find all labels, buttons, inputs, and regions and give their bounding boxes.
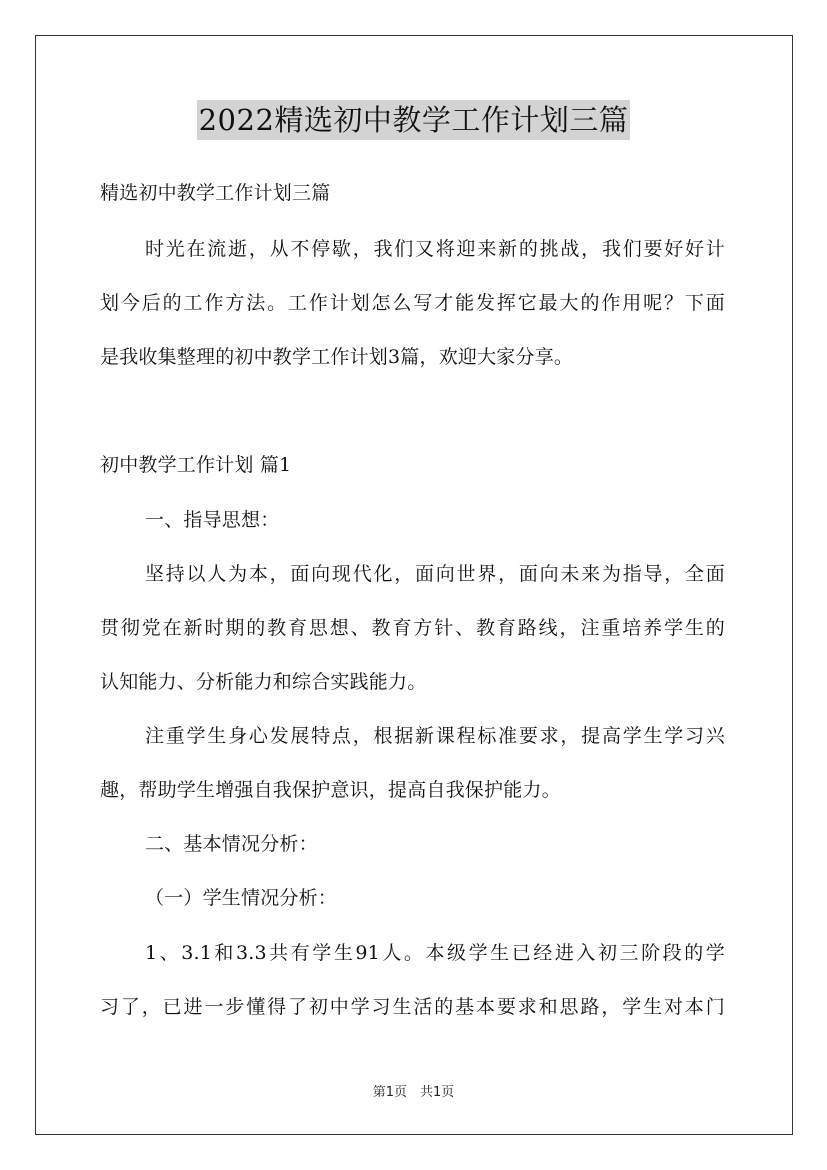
title-container bbox=[0, 100, 827, 140]
guiding-para2-line-2: 趣，帮助学生增强自我保护意识，提高自我保护能力。 bbox=[100, 779, 561, 801]
document-subtitle: 精选初中教学工作计划三篇 bbox=[100, 182, 331, 204]
students-para-line-2: 习了，已进一步懂得了初中学习生活的基本要求和思路，学生对本门 bbox=[100, 996, 725, 1018]
page-footer: 第1页 共1页 bbox=[372, 1085, 455, 1100]
guiding-para2-line-1: 注重学生身心发展特点，根据新课程标准要求，提高学生学习兴 bbox=[145, 725, 725, 747]
guiding-para1-line-2: 贯彻党在新时期的教育思想、教育方针、教育路线，注重培养学生的 bbox=[100, 617, 725, 639]
guiding-para1-line-3: 认知能力、分析能力和综合实践能力。 bbox=[100, 671, 427, 693]
section-heading: 初中教学工作计划 篇1 bbox=[100, 454, 292, 476]
guiding-para1-line-1: 坚持以人为本，面向现代化，面向世界，面向未来为指导，全面 bbox=[145, 563, 725, 585]
analysis-heading: 二、基本情况分析： bbox=[145, 833, 318, 855]
students-para-line-1: 1、3.1和3.3共有学生91人。本级学生已经进入初三阶段的学 bbox=[145, 942, 725, 964]
students-heading: （一）学生情况分析： bbox=[145, 887, 338, 909]
intro-line-3: 是我收集整理的初中教学工作计划3篇，欢迎大家分享。 bbox=[100, 346, 574, 368]
intro-line-2: 划今后的工作方法。工作计划怎么写才能发挥它最大的作用呢？下面 bbox=[100, 292, 725, 314]
guiding-heading: 一、指导思想： bbox=[145, 509, 280, 531]
intro-line-1: 时光在流逝，从不停歇，我们又将迎来新的挑战，我们要好好计 bbox=[145, 238, 725, 260]
document-title: 2022精选初中教学工作计划三篇 bbox=[197, 100, 631, 140]
